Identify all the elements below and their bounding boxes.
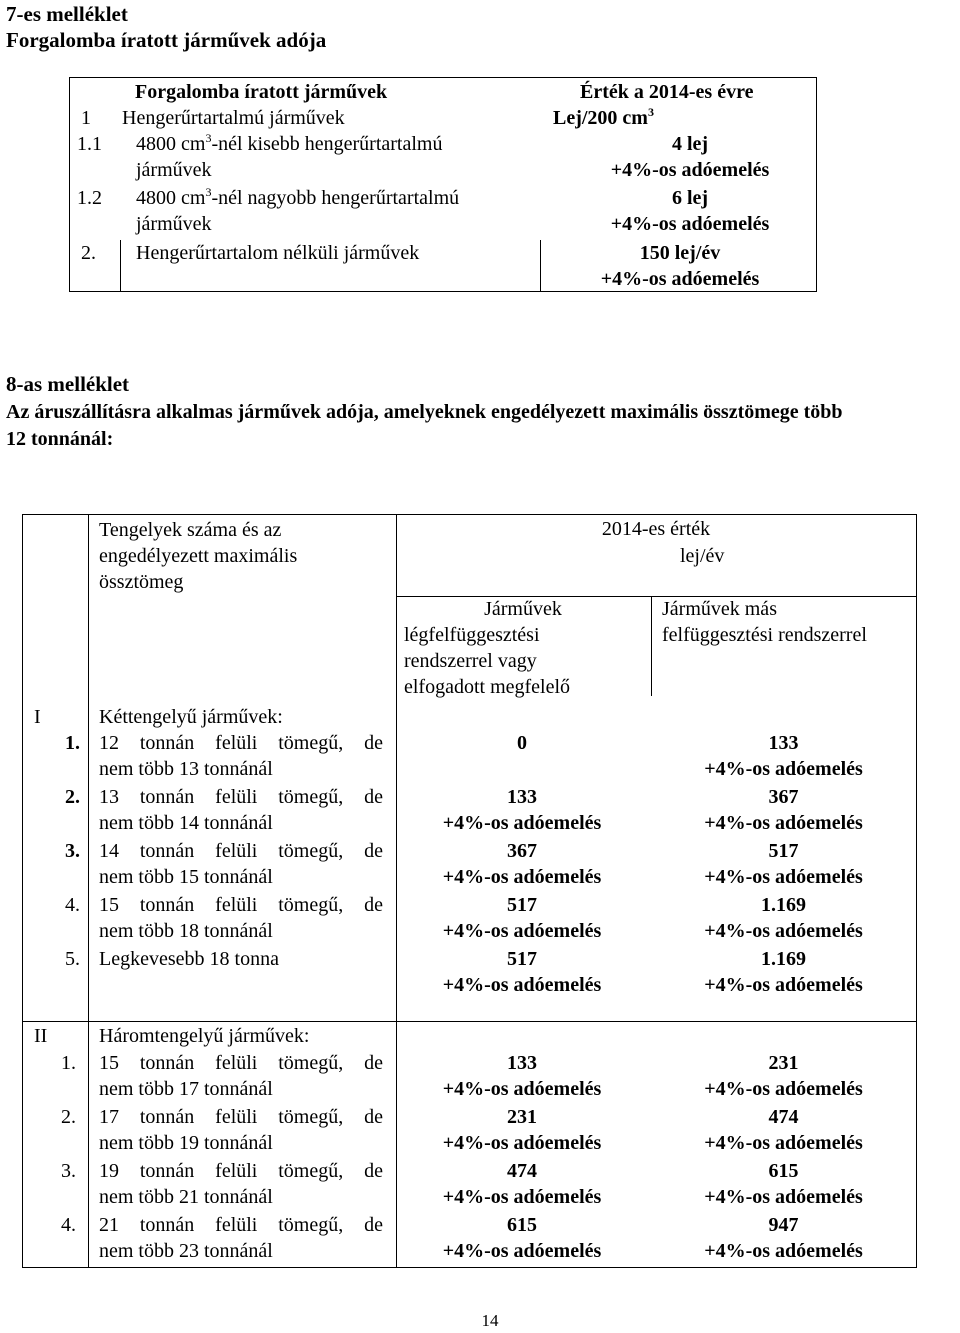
air-suspension-value: 231 xyxy=(507,1106,537,1128)
row-label: Hengerűrtartalmú járművek xyxy=(122,107,345,129)
row-number: 5. xyxy=(65,948,80,970)
row-description-cont: nem több 15 tonnánál xyxy=(99,866,273,888)
other-suspension-note: +4%-os adóemelés xyxy=(704,758,863,780)
row-description-cont: nem több 13 tonnánál xyxy=(99,758,273,780)
value-header: 2014-es érték xyxy=(601,518,711,540)
other-suspension-value: 133 xyxy=(768,732,799,754)
other-suspension-note: +4%-os adóemelés xyxy=(704,866,863,888)
row-label-cont: járművek xyxy=(136,213,212,235)
row-number: 1.1 xyxy=(77,133,102,155)
row-value: 6 lej xyxy=(671,187,709,209)
air-suspension-header: Járművek légfelfüggesztési rendszerrel vagy elfogadott megfelelő xyxy=(404,598,571,698)
row-value-note: +4%-os adóemelés xyxy=(610,159,770,181)
air-suspension-value: 367 xyxy=(507,840,537,862)
row-description-cont: nem több 14 tonnánál xyxy=(99,812,273,834)
other-suspension-note: +4%-os adóemelés xyxy=(704,1186,863,1208)
annex7-header-vehicles: Forgalomba íratott járművek xyxy=(135,81,388,103)
row-value: 150 lej/év xyxy=(639,242,721,264)
air-suspension-note: +4%-os adóemelés xyxy=(442,974,602,996)
air-suspension-value: 474 xyxy=(507,1160,537,1182)
annex8-title: 8-as melléklet xyxy=(6,372,130,396)
row-number: 2. xyxy=(65,786,80,808)
row-description-cont: nem több 18 tonnánál xyxy=(99,920,273,942)
row-number: 3. xyxy=(61,1160,76,1182)
air-suspension-note: +4%-os adóemelés xyxy=(442,920,602,942)
axle-header: Tengelyek száma és az engedélyezett maximális össztömeg xyxy=(99,519,298,593)
row-value-note: +4%-os adóemelés xyxy=(610,213,770,235)
row-number: 2. xyxy=(81,242,96,264)
row-label-cont: járművek xyxy=(136,159,212,181)
other-suspension-note: +4%-os adóemelés xyxy=(704,1240,863,1262)
row-description-cont: nem több 17 tonnánál xyxy=(99,1078,273,1100)
other-suspension-value: 947 xyxy=(768,1214,799,1236)
air-suspension-note: +4%-os adóemelés xyxy=(442,866,602,888)
row-number: 1 xyxy=(81,107,91,129)
other-suspension-value: 615 xyxy=(768,1160,799,1182)
row-label: Hengerűrtartalom nélküli járművek xyxy=(136,242,420,264)
row-description: 14 tonnán felüli tömegű, de xyxy=(99,840,383,862)
row-label: 4800 $cm^3$-nél kisebb hengerűrtartalmú xyxy=(136,131,443,155)
row-label: 4800 $cm^3$-nél nagyobb hengerűrtartalmú xyxy=(136,185,460,209)
group-roman-numeral: I xyxy=(34,706,41,728)
row-description: 15 tonnán felüli tömegű, de xyxy=(99,1052,383,1074)
row-description: 17 tonnán felüli tömegű, de xyxy=(99,1106,383,1128)
air-suspension-note: +4%-os adóemelés xyxy=(442,1240,602,1262)
other-suspension-note: +4%-os adóemelés xyxy=(704,1078,863,1100)
row-value-note: +4%-os adóemelés xyxy=(600,268,760,290)
air-suspension-value: 517 xyxy=(507,894,537,916)
air-suspension-note: +4%-os adóemelés xyxy=(442,1186,602,1208)
group-roman-numeral: II xyxy=(34,1025,48,1047)
row-description: 15 tonnán felüli tömegű, de xyxy=(99,894,383,916)
other-suspension-note: +4%-os adóemelés xyxy=(704,1132,863,1154)
other-suspension-value: 517 xyxy=(768,840,799,862)
row-description: 21 tonnán felüli tömegű, de xyxy=(99,1214,383,1236)
other-suspension-header: Járművek más felfüggesztési rendszerrel xyxy=(662,598,867,646)
row-description: 12 tonnán felüli tömegű, de xyxy=(99,732,383,754)
row-number: 4. xyxy=(65,894,80,916)
group-label: Háromtengelyű járművek: xyxy=(99,1025,310,1047)
air-suspension-note: +4%-os adóemelés xyxy=(442,812,602,834)
row-description-cont: nem több 23 tonnánál xyxy=(99,1240,273,1262)
row-description-cont: nem több 19 tonnánál xyxy=(99,1132,273,1154)
other-suspension-value: 474 xyxy=(768,1106,799,1128)
annex8-description: Az áruszállításra alkalmas járművek adója, amelyeknek engedélyezett maximális össztömege több xyxy=(6,401,843,423)
row-number: 2. xyxy=(61,1106,76,1128)
row-description: Legkevesebb 18 tonna xyxy=(99,948,279,970)
row-description-cont: nem több 21 tonnánál xyxy=(99,1186,273,1208)
other-suspension-value: 1.169 xyxy=(761,894,806,916)
group-label: Kéttengelyű járművek: xyxy=(99,706,283,728)
air-suspension-value: 0 xyxy=(517,732,527,754)
air-suspension-value: 517 xyxy=(507,948,537,970)
page-number: 14 xyxy=(481,1311,499,1330)
row-description: 19 tonnán felüli tömegű, de xyxy=(99,1160,383,1182)
annex7-title: 7-es melléklet xyxy=(6,2,128,26)
row-description: 13 tonnán felüli tömegű, de xyxy=(99,786,383,808)
air-suspension-value: 133 xyxy=(507,1052,537,1074)
row-number: 1. xyxy=(65,732,80,754)
annex7-header-value: Érték a 2014-es évre xyxy=(580,81,754,103)
air-suspension-value: 133 xyxy=(507,786,537,808)
row-number: 3. xyxy=(65,840,80,862)
other-suspension-note: +4%-os adóemelés xyxy=(704,974,863,996)
air-suspension-value: 615 xyxy=(507,1214,537,1236)
row-number: 4. xyxy=(61,1214,76,1236)
other-suspension-value: 367 xyxy=(768,786,799,808)
other-suspension-note: +4%-os adóemelés xyxy=(704,812,863,834)
other-suspension-value: 231 xyxy=(768,1052,799,1074)
air-suspension-note: +4%-os adóemelés xyxy=(442,1078,602,1100)
air-suspension-note: +4%-os adóemelés xyxy=(442,1132,602,1154)
annex7-subtitle: Forgalomba íratott járművek adója xyxy=(6,28,327,52)
row-value: 4 lej xyxy=(671,133,709,155)
row-value: Lej/200 $cm^3$ xyxy=(553,105,654,129)
row-number: 1. xyxy=(61,1052,76,1074)
other-suspension-value: 1.169 xyxy=(761,948,806,970)
row-number: 1.2 xyxy=(77,187,102,209)
other-suspension-note: +4%-os adóemelés xyxy=(704,920,863,942)
value-header-unit: lej/év xyxy=(680,545,725,567)
annex8-description-cont: 12 tonnánál: xyxy=(6,428,114,450)
